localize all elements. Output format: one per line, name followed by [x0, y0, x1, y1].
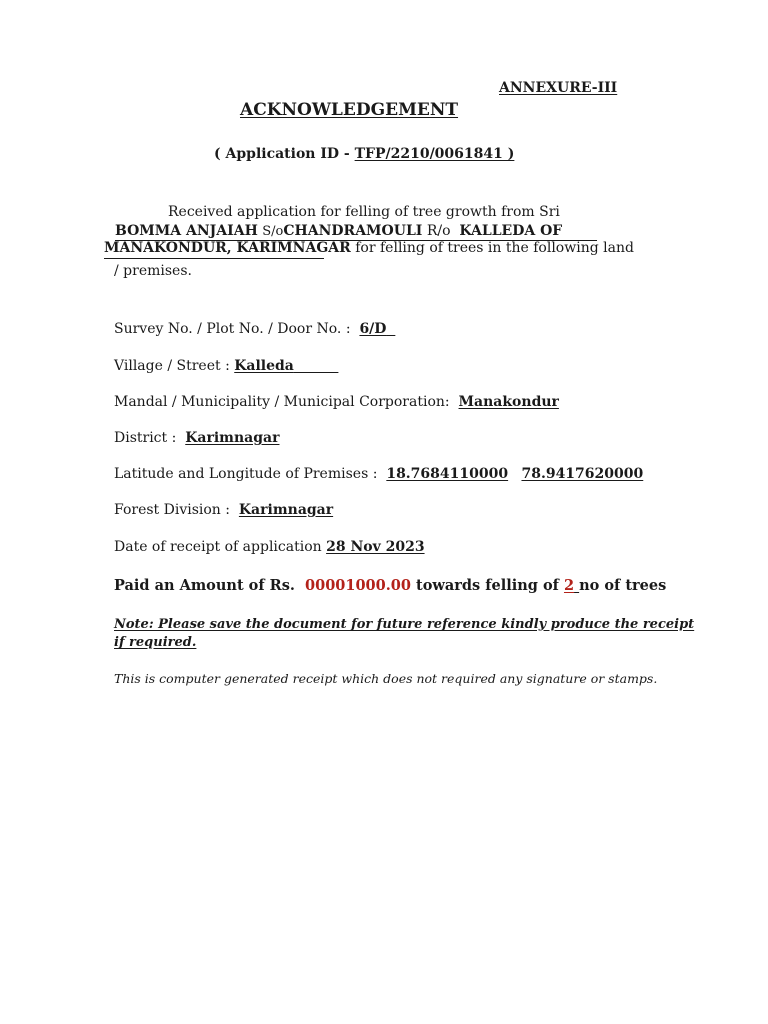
mandal-row	[114, 394, 559, 410]
latitude-value: 18.7684110000	[386, 466, 509, 482]
village-row	[114, 358, 338, 374]
application-id-line	[214, 146, 514, 162]
village-value: Kalleda	[234, 358, 294, 374]
page-title: ACKNOWLEDGEMENT	[240, 100, 459, 120]
forest-value: Karimnagar	[238, 502, 334, 518]
village-label: Village / Street :	[114, 358, 230, 374]
tree-count: 2	[563, 577, 575, 594]
footer-text: This is computer generated receipt which does not required any signature or stamps.	[114, 671, 658, 686]
applicant-line	[115, 223, 562, 239]
ro-label: R/o	[426, 223, 451, 239]
premises-text: / premises.	[114, 263, 192, 279]
district-label: District :	[114, 430, 177, 446]
latlong-row	[114, 466, 643, 482]
received-text: Received application for felling of tree growth from Sri	[168, 204, 560, 220]
residence-line	[104, 240, 634, 256]
latlong-label: Latitude and Longitude of Premises :	[114, 466, 378, 482]
payment-amount: 00001000.00	[305, 577, 411, 594]
forest-label: Forest Division :	[114, 502, 230, 518]
longitude-value: 78.9417620000	[521, 466, 644, 482]
residence-line1: KALLEDA OF	[459, 223, 563, 239]
date-row	[114, 539, 425, 555]
district-row	[114, 430, 279, 446]
application-id-prefix: ( Application ID -	[214, 146, 355, 162]
date-label: Date of receipt of application	[114, 539, 322, 555]
payment-suffix: no of trees	[579, 577, 667, 594]
survey-row	[114, 321, 395, 337]
survey-value: 6/D	[359, 321, 387, 337]
note-line1: Note: Please save the document for future reference kindly produce the receipt	[114, 617, 695, 632]
payment-middle: towards felling of	[416, 577, 559, 594]
note-block	[114, 616, 694, 652]
residence-line2: MANAKONDUR, KARIMNAGAR	[104, 240, 351, 256]
mandal-label: Mandal / Municipality / Municipal Corporation:	[114, 394, 450, 410]
application-id-value: TFP/2210/0061841 )	[354, 146, 515, 162]
district-value: Karimnagar	[185, 430, 280, 446]
felling-text: for felling of trees in the following land	[355, 240, 634, 256]
annexure-label: ANNEXURE-III	[499, 80, 618, 96]
payment-prefix: Paid an Amount of Rs.	[114, 577, 295, 594]
father-name: CHANDRAMOULI	[283, 223, 423, 239]
mandal-value: Manakondur	[458, 394, 559, 410]
residence-underline	[104, 258, 324, 259]
so-label: S/o	[262, 224, 284, 239]
note-line2: if required.	[114, 635, 197, 650]
survey-label: Survey No. / Plot No. / Door No. :	[114, 321, 351, 337]
date-value: 28 Nov 2023	[326, 539, 425, 555]
payment-line	[114, 577, 666, 594]
applicant-name: BOMMA ANJAIAH	[115, 223, 258, 239]
forest-row	[114, 502, 333, 518]
